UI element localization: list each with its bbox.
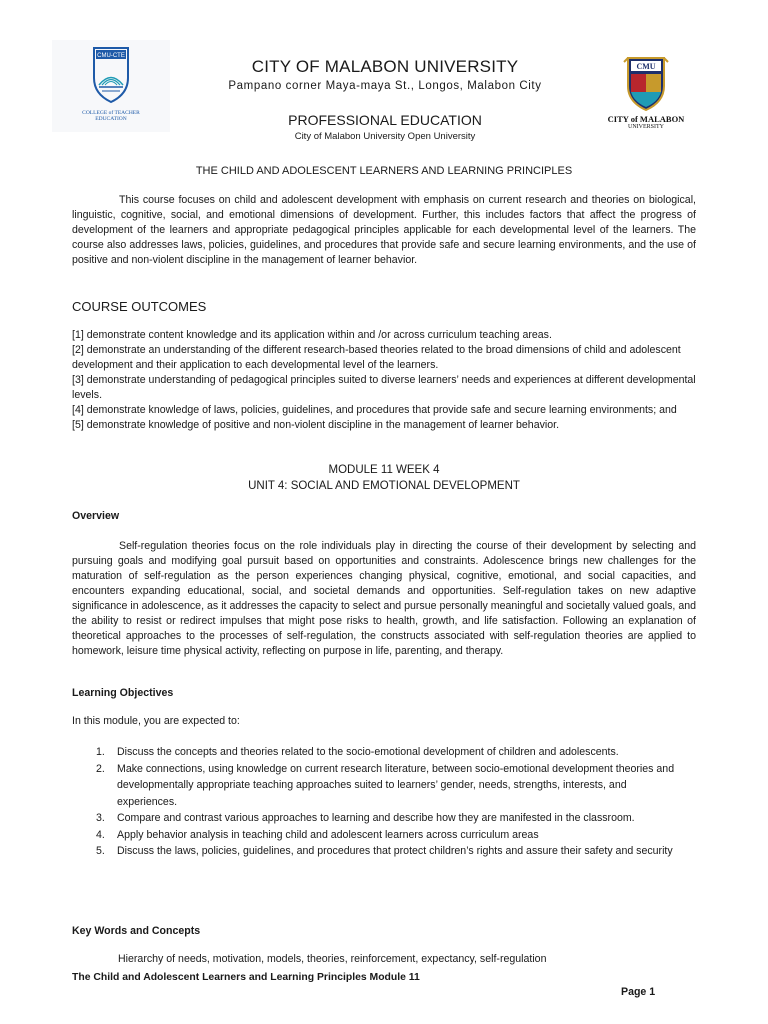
list-item bbox=[96, 761, 676, 811]
college-logo bbox=[52, 40, 170, 132]
unit-heading: UNIT 4: SOCIAL AND EMOTIONAL DEVELOPMENT bbox=[248, 480, 520, 492]
seal-name-line1: CITY of MALABON bbox=[607, 114, 685, 124]
learning-objectives-heading: Learning Objectives bbox=[72, 687, 174, 699]
outcome-item: [2] demonstrate an understanding of the different research-based theories related to the broad dimensions of child and adolescent development and their application to each developmental level of the learners. bbox=[72, 344, 681, 371]
list-item bbox=[96, 827, 676, 844]
list-text: Make connections, using knowledge on current research literature, between socio-emotional development theories and developmentally appropriate teaching approaches suited to learners’ gender, needs, strengths, interests, and experiences. bbox=[117, 762, 675, 808]
keywords-heading: Key Words and Concepts bbox=[72, 925, 201, 937]
learning-objectives-intro: In this module, you are expected to: bbox=[72, 715, 240, 727]
program-title: PROFESSIONAL EDUCATION bbox=[288, 112, 482, 128]
university-name: CITY OF MALABON UNIVERSITY bbox=[251, 57, 519, 76]
list-item bbox=[96, 744, 676, 761]
overview-heading: Overview bbox=[72, 510, 120, 522]
page-footer: The Child and Adolescent Learners and Learning Principles Module 11 bbox=[72, 972, 420, 983]
list-text: Compare and contrast various approaches to learning and describe how they are manifested in the classroom. bbox=[117, 812, 635, 824]
list-number: 1. bbox=[96, 746, 105, 758]
course-outcomes-heading: COURSE OUTCOMES bbox=[72, 299, 207, 314]
college-logo-top-text: CMU-CTE bbox=[97, 53, 125, 59]
list-item bbox=[96, 843, 676, 860]
list-text: Discuss the concepts and theories related to the socio-emotional development of children and adolescents. bbox=[117, 746, 619, 758]
university-seal bbox=[598, 52, 694, 136]
keywords-text: Hierarchy of needs, motivation, models, theories, reinforcement, expectancy, self-regulation bbox=[118, 953, 547, 965]
list-item bbox=[96, 810, 676, 827]
outcome-item: [5] demonstrate knowledge of positive and non-violent discipline in the management of learner behavior. bbox=[72, 419, 560, 431]
seal-top-text: CMU bbox=[636, 62, 656, 71]
list-number: 3. bbox=[96, 812, 105, 824]
course-title: THE CHILD AND ADOLESCENT LEARNERS AND LEARNING PRINCIPLES bbox=[195, 165, 573, 177]
list-number: 2. bbox=[96, 762, 105, 775]
learning-objectives-list bbox=[96, 744, 676, 860]
college-logo-caption: COLLEGE of TEACHER EDUCATION bbox=[82, 110, 140, 122]
course-description: This course focuses on child and adolescent development with emphasis on current research and theories on biological, linguistic, cognitive, social, and emotional dimensions of development. Further, this includes factors that affect the progress of development of the learners and appropriate pedagogical principles applicable for each developmental level of the learners. The course also addresses laws, policies, guidelines, and procedures that provide safe and secure learning environments, and the use of positive and non-violent discipline in the management of learner behavior. bbox=[72, 194, 696, 266]
list-number: 4. bbox=[96, 828, 105, 841]
outcome-item: [3] demonstrate understanding of pedagogical principles suited to diverse learners’ needs and experiences at different developmental levels. bbox=[72, 374, 696, 401]
outcome-item: [4] demonstrate knowledge of laws, policies, guidelines, and procedures that provide safe and secure learning environments; and bbox=[72, 404, 677, 416]
list-text: Apply behavior analysis in teaching child and adolescent learners across curriculum areas bbox=[117, 828, 539, 841]
page-number: Page 1 bbox=[621, 986, 656, 998]
list-number: 5. bbox=[96, 845, 105, 857]
university-address: Pampano corner Maya-maya St., Longos, Malabon City bbox=[228, 80, 542, 92]
overview-text: Self-regulation theories focus on the role individuals play in directing the course of their development by selecting and pursuing goals and modifying goal pursuit based on opportunities and constraints. Adolescence brings new challenges for the maturation of self-regulation as the person experiences changing physical, cognitive, emotional, and social capacities, and encounters expanding educational, social, and societal demands and opportunities. Self-regulation takes on new adaptive significance in adolescence, as it addresses the capacity to select and pursue personally meaningful and societally valued goals, and the ability to resist or redirect impulses that might pose risks to health, growth, and life satisfaction. Following an explanation of theoretical approaches to the processes of self-regulation, the constructs associated with self-regulation theories are applied to homework, leisure time physical activity, reflecting on purpose in life, parenting, and therapy. bbox=[72, 540, 696, 657]
program-subtitle: City of Malabon University Open University bbox=[294, 131, 476, 142]
course-outcomes-list bbox=[72, 328, 696, 433]
list-text: Discuss the laws, policies, guidelines, and procedures that protect children’s rights and assure their safety and security bbox=[117, 845, 673, 857]
seal-name-line2: UNIVERSITY bbox=[628, 124, 664, 130]
module-week-heading: MODULE 11 WEEK 4 bbox=[328, 464, 440, 476]
outcome-item: [1] demonstrate content knowledge and its application within and /or across curriculum teaching areas. bbox=[72, 329, 552, 341]
